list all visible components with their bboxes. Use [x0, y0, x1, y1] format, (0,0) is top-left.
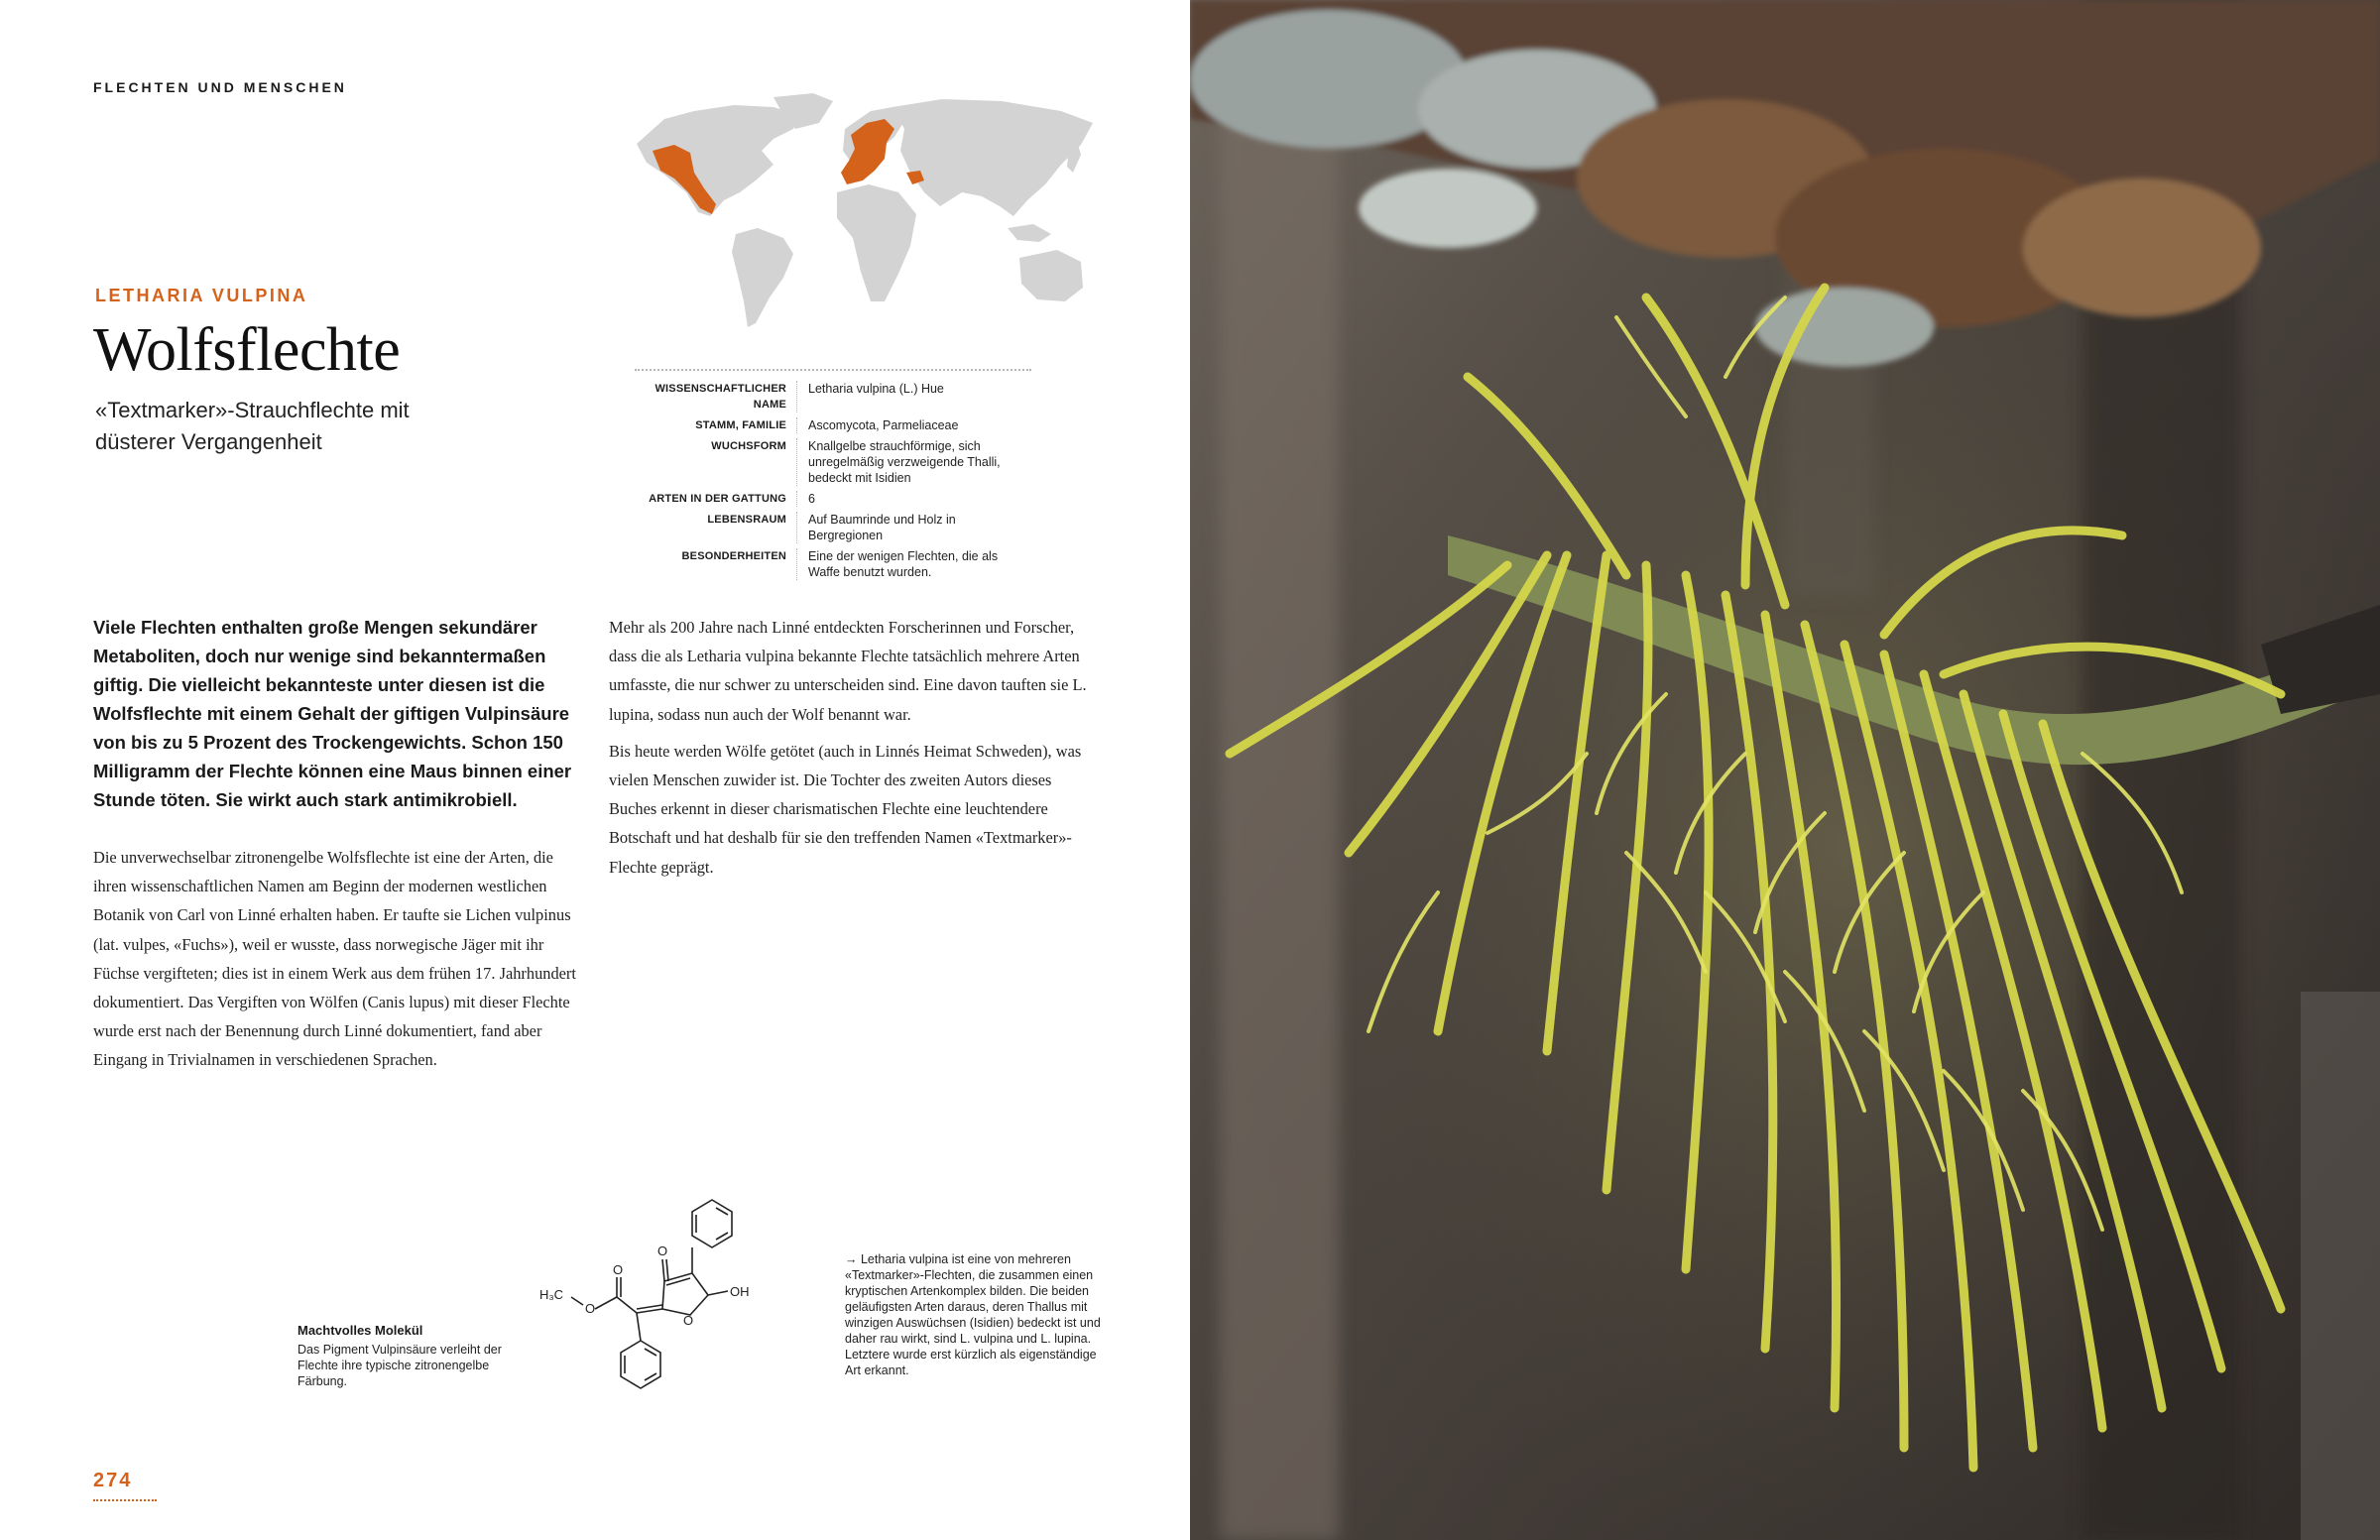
molecule-label: O [657, 1244, 668, 1258]
fact-row [635, 548, 1031, 580]
molecule-caption-text: Das Pigment Vulpinsäure verleiht der Flechte ihre typische zitronengelbe Färbung. [298, 1343, 502, 1388]
molecule-label: OH [730, 1284, 750, 1299]
fact-value: Knallgelbe strauchförmige, sich unregelmäßig verzweigende Thalli, bedeckt mit Isidien [808, 439, 1001, 485]
fact-label: ARTEN IN DER GATTUNG [635, 491, 797, 507]
vulpinic-acid-structure [534, 1182, 752, 1410]
fact-row [635, 512, 1031, 543]
molecule-caption-title: Machtvolles Molekül [298, 1323, 423, 1338]
species-title: Wolfsflechte [93, 316, 401, 384]
page-number-rule [93, 1499, 157, 1501]
molecule-label: O [683, 1313, 694, 1328]
molecule-label: O [585, 1301, 596, 1316]
body-paragraph: Die unverwechselbar zitronengelbe Wolfsflechte ist eine der Arten, die ihren wissenschaftlichen Namen am Beginn der modernen westlichen Botanik von Carl von Linné erhalten haben. Er taufte sie Lichen vulpinus (lat. vulpes, «Fuchs»), weil er wusste, dass norwegische Jäger mit ihr Füchse vergifteten; dies ist in einem Werk aus dem frühen 17. Jahrhundert dokumentiert. Das Vergiften von Wölfen (Canis lupus) mit dieser Flechte wurde erst nach der Benennung durch Linné dokumentiert, fand aber Eingang in Trivialnamen in verschiedenen Sprachen. [93, 848, 576, 1070]
fact-value: Ascomycota, Parmeliaceae [808, 418, 959, 432]
distribution-map [625, 89, 1101, 337]
fact-value: Auf Baumrinde und Holz in Bergregionen [808, 513, 956, 542]
photo-caption: → Letharia vulpina ist eine von mehreren «Textmarker»-Flechten, die zusammen einen kryptischen Artenkomplex bilden. Die beiden geläufigsten Arten daraus, deren Thallus mit winzigen Auswüchsen (Isidien) bedeckt ist und daher rau wirkt, sind L. vulpina und L. lupina. Letztere wurde erst kürzlich als eigenständige Art erkannt. [845, 1252, 1101, 1377]
fact-label: BESONDERHEITEN [635, 548, 797, 580]
photo-illustration [1190, 0, 2380, 1540]
fact-label: STAMM, FAMILIE [635, 417, 797, 433]
lichen-photo [1190, 0, 2380, 1540]
lead-paragraph: Viele Flechten enthalten große Mengen sekundärer Metaboliten, doch nur wenige sind bekanntermaßen giftig. Die vielleicht bekannteste unter diesen ist die Wolfsflechte mit einem Gehalt der giftigen Vulpinsäure von bis zu 5 Prozent des Trockengewichts. Schon 150 Milligramm der Flechte können eine Maus binnen einer Stunde töten. Sie wirkt auch stark antimikrobiell. [93, 617, 572, 810]
fact-label: WUCHSFORM [635, 438, 797, 486]
fact-value: 6 [808, 492, 815, 506]
species-subtitle: «Textmarker»-Strauchflechte mit düsterer Vergangenheit [95, 398, 410, 454]
fact-table [635, 369, 1031, 585]
fact-value: Eine der wenigen Flechten, die als Waffe benutzt wurden. [808, 549, 999, 579]
fact-value: Letharia vulpina (L.) Hue [808, 382, 944, 396]
molecule-caption [298, 1323, 536, 1389]
running-head: FLECHTEN UND MENSCHEN [93, 79, 347, 95]
body-paragraph: Mehr als 200 Jahre nach Linné entdeckten Forscherinnen und Forscher, dass die als Letharia vulpina bekannte Flechte tatsächlich mehrere Arten umfasste, die nur schwer zu unterscheiden sind. Eine davon tauften sie L. lupina, sodass nun auch der Wolf benannt war. [609, 618, 1087, 724]
molecule-label: O [613, 1262, 624, 1277]
species-latin-name: LETHARIA VULPINA [95, 286, 308, 305]
body-paragraph: Bis heute werden Wölfe getötet (auch in Linnés Heimat Schweden), was vielen Menschen zuwider ist. Die Tochter des zweiten Autors dieses Buches erkennt in dieser charismatischen Flechte eine leuchtendere Botschaft und hat deshalb für sie den treffenden Namen «Textmarker»-Flechte geprägt. [609, 741, 1082, 877]
body-column-1 [93, 843, 585, 1075]
page-number: 274 [93, 1470, 133, 1491]
fact-row [635, 417, 1031, 433]
fact-row [635, 491, 1031, 507]
fact-row [635, 438, 1031, 486]
fact-row [635, 381, 1031, 413]
fact-label: LEBENSRAUM [635, 512, 797, 543]
fact-label: WISSENSCHAFTLICHER NAME [635, 381, 797, 413]
molecule-label: H₃C [539, 1287, 564, 1302]
body-column-2 [609, 613, 1101, 889]
